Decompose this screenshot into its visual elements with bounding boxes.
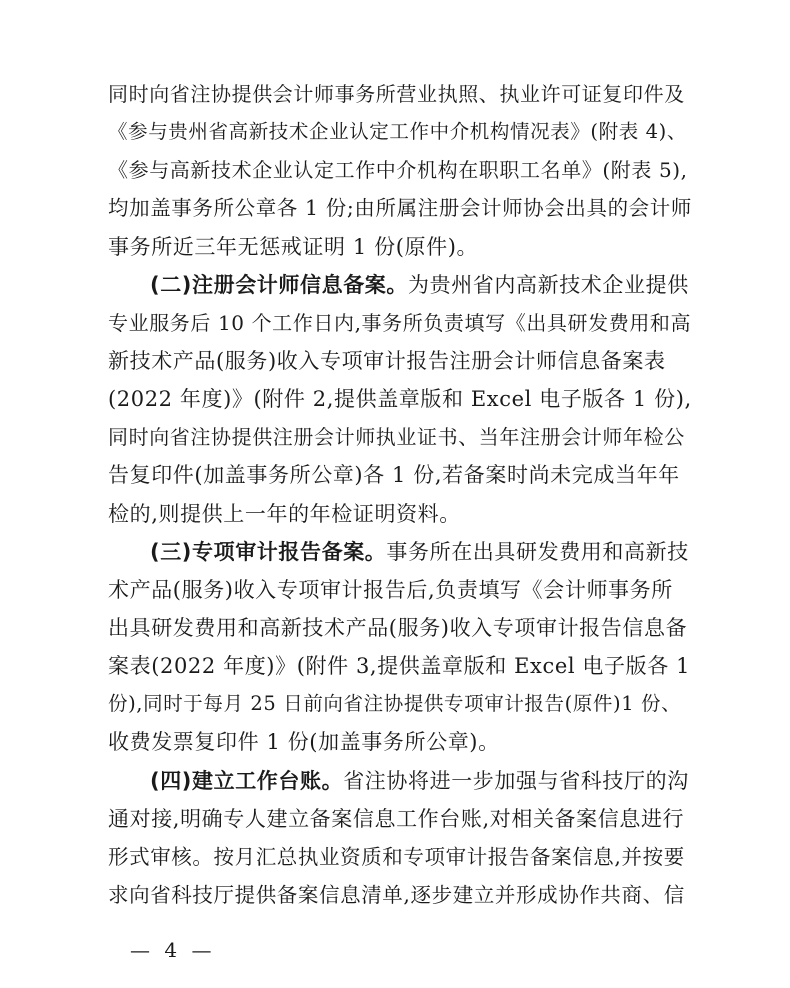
body-line: 新技术产品(服务)收入专项审计报告注册会计师信息备案表 bbox=[108, 349, 666, 373]
page-number: — 4 — bbox=[130, 938, 216, 962]
body-line: 事务所近三年无惩戒证明 1 份(原件)。 bbox=[108, 234, 479, 259]
body-text: 为贵州省内高新技术企业提供 bbox=[408, 272, 689, 297]
body-line: 《参与贵州省高新技术企业认定工作中介机构情况表》(附表 4)、 bbox=[108, 120, 687, 144]
body-text: 事务所在出具研发费用和高新技 bbox=[386, 539, 689, 564]
body-line: 告复印件(加盖事务所公章)各 1 份,若备案时尚未完成当年年 bbox=[108, 463, 680, 488]
section-heading: (二)注册会计师信息备案。 bbox=[150, 272, 408, 297]
body-line: 专业服务后 10 个工作日内,事务所负责填写《出具研发费用和高 bbox=[108, 310, 692, 335]
body-line: 同时向省注协提供会计师事务所营业执照、执业许可证复印件及 bbox=[108, 82, 685, 106]
body-line: 出具研发费用和高新技术产品(服务)收入专项审计报告信息备 bbox=[108, 616, 688, 640]
body-line: 术产品(服务)收入专项审计报告后,负责填写《会计师事务所 bbox=[108, 577, 673, 602]
body-line: 均加盖事务所公章各 1 份;由所属注册会计师协会出具的会计师 bbox=[108, 196, 692, 221]
body-line: (2022 年度)》(附件 2,提供盖章版和 Excel 电子版各 1 份), bbox=[108, 387, 692, 412]
body-line: 通对接,明确专人建立备案信息工作台账,对相关备案信息进行 bbox=[108, 806, 685, 831]
body-line: 同时向省注协提供注册会计师执业证书、当年注册会计师年检公 bbox=[108, 425, 685, 450]
body-text: 省注协将进一步加强与省科技厅的沟 bbox=[343, 768, 689, 793]
body-line: 形式审核。按月汇总执业资质和专项审计报告备案信息,并按要 bbox=[108, 844, 685, 869]
body-line: 案表(2022 年度)》(附件 3,提供盖章版和 Excel 电子版各 1 bbox=[108, 654, 691, 679]
body-line: 求向省科技厅提供备案信息清单,逐步建立并形成协作共商、信 bbox=[108, 883, 685, 907]
paragraph-first-line bbox=[150, 270, 693, 300]
body-line: 收费发票复印件 1 份(加盖事务所公章)。 bbox=[108, 730, 500, 755]
section-heading: (三)专项审计报告备案。 bbox=[150, 539, 387, 564]
body-line: 份),同时于每月 25 日前向省注协提供专项审计报告(原件)1 份、 bbox=[108, 692, 682, 716]
paragraph-first-line bbox=[150, 766, 693, 796]
body-line: 检的,则提供上一年的年检证明资料。 bbox=[108, 501, 461, 526]
section-heading: (四)建立工作台账。 bbox=[150, 768, 344, 793]
body-line: 《参与高新技术企业认定工作中介机构在职职工名单》(附表 5), bbox=[108, 158, 688, 183]
paragraph-first-line bbox=[150, 537, 693, 567]
